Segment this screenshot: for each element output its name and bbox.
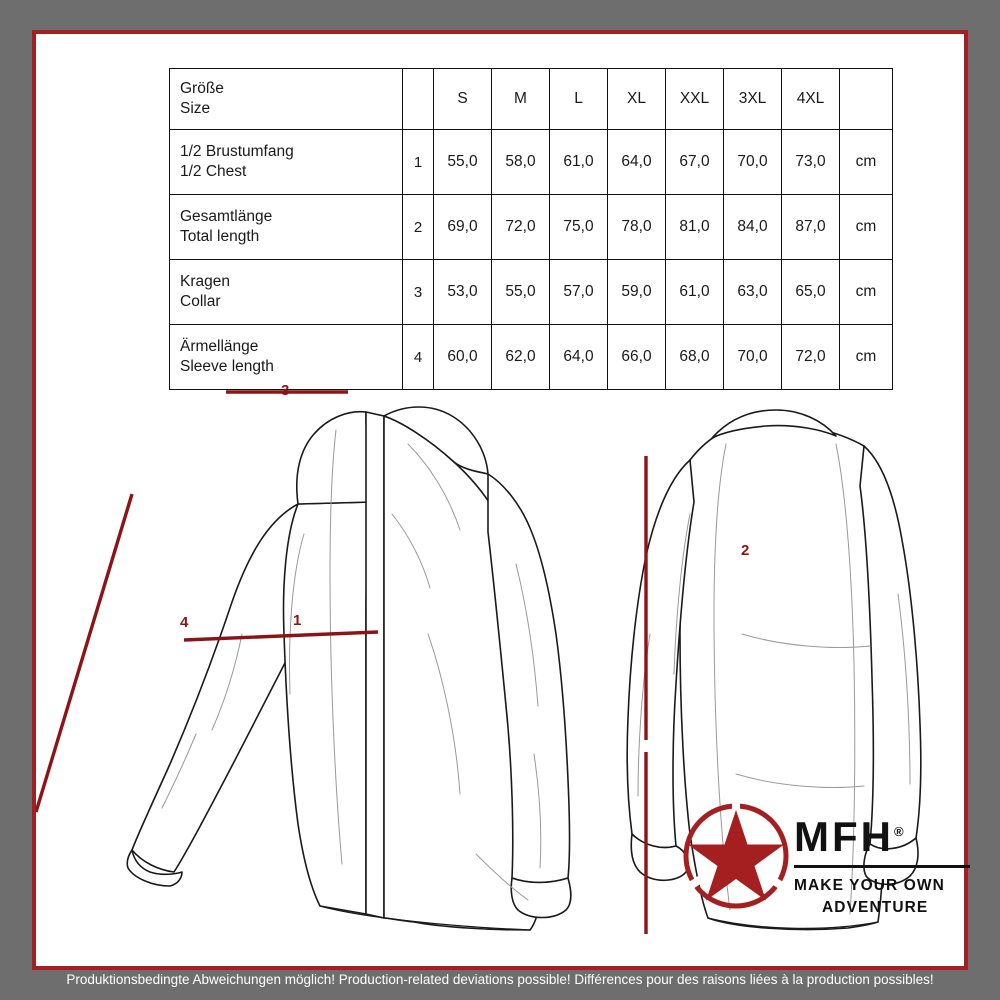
row-label-en: Total length — [180, 228, 260, 245]
cell-collar-xxl: 61,0 — [666, 260, 724, 325]
header-size-xl: XL — [608, 69, 666, 130]
row-index: 4 — [403, 325, 434, 390]
cell-length-xxl: 81,0 — [666, 195, 724, 260]
cell-length-s: 69,0 — [434, 195, 492, 260]
logo-brand-text: MFH — [794, 813, 894, 860]
cell-chest-l: 61,0 — [550, 130, 608, 195]
row-label-de: Gesamtlänge — [180, 208, 273, 226]
table-row — [170, 260, 893, 325]
cell-length-l: 75,0 — [550, 195, 608, 260]
registered-mark: ® — [893, 824, 907, 839]
cell-chest-s: 55,0 — [434, 130, 492, 195]
footer-text: Produktionsbedingte Abweichungen möglich! Production-related deviations possible! Différences pour des raisons liées à la production possibles! — [66, 971, 934, 987]
mfh-logo — [676, 794, 946, 934]
red-frame — [32, 30, 968, 970]
measure-label-sleeve: 4 — [180, 614, 189, 631]
cell-chest-4xl: 73,0 — [782, 130, 840, 195]
row-label-en: 1/2 Chest — [180, 163, 247, 180]
cell-sleeve-m: 62,0 — [492, 325, 550, 390]
header-num-cell — [403, 69, 434, 130]
cell-chest-m: 58,0 — [492, 130, 550, 195]
header-size-xxl: XXL — [666, 69, 724, 130]
cell-length-4xl: 87,0 — [782, 195, 840, 260]
row-unit-sleeve: cm — [840, 325, 893, 390]
cell-sleeve-l: 64,0 — [550, 325, 608, 390]
star-emblem-icon — [676, 794, 796, 918]
row-label-de: Kragen — [180, 273, 230, 291]
logo-tagline-line2: ADVENTURE — [822, 899, 929, 917]
cell-sleeve-3xl: 70,0 — [724, 325, 782, 390]
logo-divider — [794, 865, 970, 868]
measure-label-collar: 3 — [281, 382, 290, 399]
cell-length-3xl: 84,0 — [724, 195, 782, 260]
footer-disclaimer — [32, 960, 968, 998]
header-size-l: L — [550, 69, 608, 130]
cell-chest-xl: 64,0 — [608, 130, 666, 195]
cell-collar-m: 55,0 — [492, 260, 550, 325]
cell-sleeve-xxl: 68,0 — [666, 325, 724, 390]
row-label-collar — [170, 260, 403, 325]
cell-length-m: 72,0 — [492, 195, 550, 260]
logo-tagline — [794, 875, 970, 920]
cell-sleeve-4xl: 72,0 — [782, 325, 840, 390]
header-size-de: Größe — [180, 80, 224, 98]
cell-collar-3xl: 63,0 — [724, 260, 782, 325]
logo-wordmark — [794, 813, 970, 920]
row-label-chest — [170, 130, 403, 195]
row-index: 2 — [403, 195, 434, 260]
cell-sleeve-s: 60,0 — [434, 325, 492, 390]
cell-chest-3xl: 70,0 — [724, 130, 782, 195]
table-header-row — [170, 69, 893, 130]
cell-collar-4xl: 65,0 — [782, 260, 840, 325]
cell-sleeve-xl: 66,0 — [608, 325, 666, 390]
row-index: 3 — [403, 260, 434, 325]
table-row — [170, 195, 893, 260]
cell-collar-l: 57,0 — [550, 260, 608, 325]
cell-collar-xl: 59,0 — [608, 260, 666, 325]
row-label-de: Ärmellänge — [180, 338, 259, 356]
logo-tagline-line1: MAKE YOUR OWN — [794, 877, 945, 894]
row-unit-length: cm — [840, 195, 893, 260]
header-size-en: Size — [180, 100, 211, 117]
measure-label-total-length: 2 — [741, 542, 750, 559]
row-unit-collar: cm — [840, 260, 893, 325]
cell-length-xl: 78,0 — [608, 195, 666, 260]
row-unit-chest: cm — [840, 130, 893, 195]
header-unit-cell — [840, 69, 893, 130]
cell-collar-s: 53,0 — [434, 260, 492, 325]
row-label-en: Sleeve length — [180, 358, 274, 375]
table-row — [170, 130, 893, 195]
measure-label-chest: 1 — [293, 612, 302, 629]
header-size-4xl: 4XL — [782, 69, 840, 130]
header-size-m: M — [492, 69, 550, 130]
row-label-en: Collar — [180, 293, 221, 310]
logo-brand — [794, 813, 970, 860]
row-label-de: 1/2 Brustumfang — [180, 143, 294, 161]
header-size-s: S — [434, 69, 492, 130]
cell-chest-xxl: 67,0 — [666, 130, 724, 195]
header-size-3xl: 3XL — [724, 69, 782, 130]
header-size-label — [170, 69, 403, 130]
row-label-total-length — [170, 195, 403, 260]
row-index: 1 — [403, 130, 434, 195]
